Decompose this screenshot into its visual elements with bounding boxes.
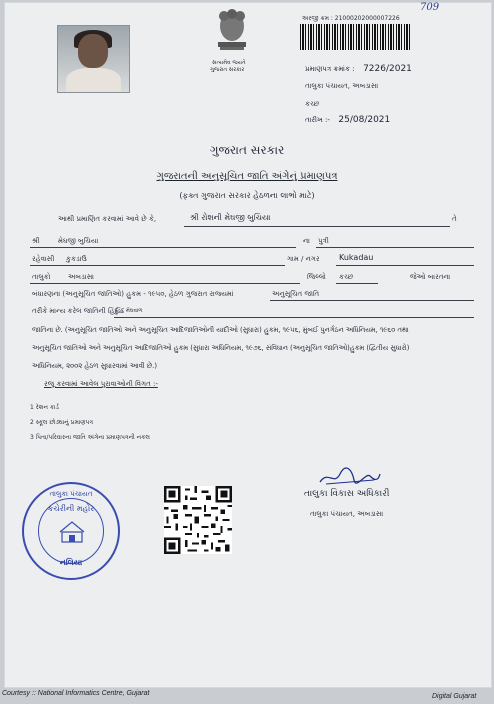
village-label: ગામ / નગર xyxy=(287,255,320,263)
national-emblem-icon xyxy=(210,6,254,62)
order-text: બંધારણના (અનુસૂચિત જાતિઓ) હુકમ - ૧૯૫૦, હેઠળ ગુજરાત રાજ્યમાં xyxy=(32,290,234,298)
para-line-3: અધિનિયમ, ૨૦૦૨ હેઠળ સુધારવામાં આવી છે.) xyxy=(32,362,157,370)
father-name: મેઘજી બુચિયા xyxy=(58,237,99,245)
evidence-item: 3 પિતા/પરિવારના જાતિ અંગેના પ્રમાણપત્રની નકલ xyxy=(30,434,150,441)
emblem-caption-1: સત્યમેવ જયતે xyxy=(212,60,246,66)
seal-middle-text: કચેરીની મહોર xyxy=(47,504,95,513)
subcaste-value: હિંદુ મેઘવાળ xyxy=(116,308,143,314)
govt-title: ગુજરાત સરકાર xyxy=(209,143,285,157)
certificate-number: પ્રમાણપત્ર ક્રમાંક : 7226/2021 xyxy=(305,64,412,74)
village-value: Kukadau xyxy=(339,253,374,262)
seal-top-text: તાલુકા પંચાયત xyxy=(49,490,93,498)
district-label: જિલ્લો xyxy=(307,273,326,281)
evidence-heading: રજૂ કરવામાં આવેલ પુરાવાઓની વિગત :- xyxy=(44,380,158,388)
taluka-label: તાલુકો xyxy=(32,273,51,281)
taluka-value: અબડાસા xyxy=(68,273,94,281)
certificate-subtitle: (ફક્ત ગુજરાત સરકાર હેઠળના લાભો માટે) xyxy=(179,191,315,200)
application-number: અરજી ક્રમ : 21000202000007226 xyxy=(302,15,400,22)
caste-value: અનુસૂચિત જાતિ xyxy=(272,290,320,298)
officer-signature xyxy=(318,466,382,488)
certify-suffix: તે xyxy=(452,215,457,223)
place: કચ્છ xyxy=(305,100,320,108)
relation-label: ના xyxy=(303,237,310,245)
qr-code xyxy=(164,486,232,554)
applicant-name: શ્રી રોશની મેઘજી બુચિયા xyxy=(190,213,271,222)
shri-label: શ્રી xyxy=(32,237,40,245)
barcode xyxy=(300,24,410,50)
certificate-title: ગુજરાતની અનુસૂચિત જાતિ અંગેનું પ્રમાણપત્ર xyxy=(156,171,338,182)
footer-courtesy: Courtesy :: National Informatics Centre, Gujarat xyxy=(2,690,150,697)
district-value: કચ્છ xyxy=(339,273,354,281)
para-line-1: જાતિના છે. (અનુસૂચિત જાતિઓ અને અનુસૂચિત આદિજાતિઓની યાદીઓ (સુધારા) હુકમ, ૧૯૫૬, મુંબઈ પુનર્ગઠન અધિનિયમ, ૧૯૬૦ તથા xyxy=(32,326,409,334)
footer-brand: Digital Gujarat xyxy=(432,693,477,700)
belongs-text: જેઓ બારતના xyxy=(410,273,451,281)
evidence-item: 2 સ્કૂલ છોડ્યાનું પ્રમાણપત્ર xyxy=(30,419,94,426)
issuing-office: તાલુકા પંચાયત, અબડાસા xyxy=(305,82,379,90)
evidence-item: 1 રેશન કાર્ડ xyxy=(30,404,59,411)
seal-bottom-text: નલિયા xyxy=(59,558,83,567)
officer-title: તાલુકા વિકાસ અધિકારી xyxy=(304,489,390,499)
seal-emblem-icon xyxy=(58,518,86,544)
resident-label: રહેવાસી xyxy=(32,255,55,263)
official-seal xyxy=(22,482,120,580)
issue-date: તારીખ :- 25/08/2021 xyxy=(305,115,391,125)
emblem-caption-2: ગુજરાત સરકાર xyxy=(210,67,245,73)
resident-value: કુકડાઉ xyxy=(66,255,87,263)
page-note: 709 xyxy=(420,2,440,13)
certify-prefix: આથી પ્રમાણિત કરવામાં આવે છે કે, xyxy=(58,215,157,223)
relation-value: પુત્રી xyxy=(318,237,329,245)
declared-text: તરીકે માન્ય કરેલ જાતિની હિંદુ xyxy=(32,307,119,315)
para-line-2: અનુસૂચિત જાતિઓ અને અનુસૂચિત આદિજાતિઓ હુકમ (સુધારા અધિનિયમ, ૧૯૭૬, સંવિધાન (અનુસૂચિત જાતિઓ)હુકમ (દ્વિતીય સુધારો) xyxy=(32,344,410,352)
applicant-photo xyxy=(57,25,130,93)
officer-office: તાલુકા પંચાયત, અબડાસા xyxy=(310,510,384,518)
